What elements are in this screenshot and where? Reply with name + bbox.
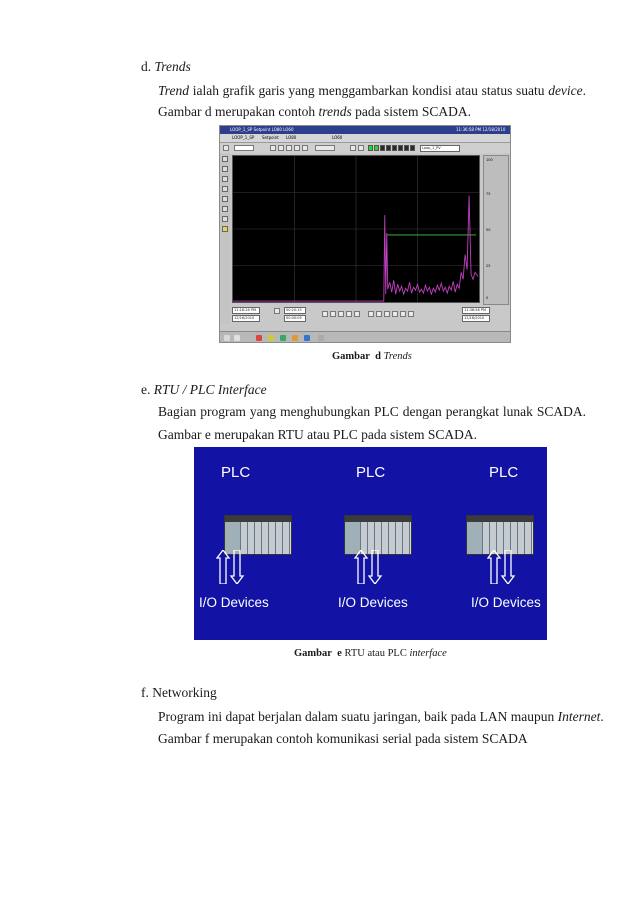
caption-label: Gambar [332, 351, 370, 362]
tool-icon[interactable] [222, 186, 228, 192]
plc-rack-image [344, 515, 412, 555]
tool-icon[interactable] [222, 216, 228, 222]
time-span-field[interactable] [315, 145, 335, 151]
section-e-paragraph-line1: Bagian program yang menghubungkan PLC dengan perangkat lunak SCADA. [158, 404, 586, 419]
term-device: device [548, 83, 583, 98]
section-d-heading [141, 59, 191, 75]
taskbar-icon[interactable] [292, 335, 298, 341]
pen-color-swatch[interactable] [392, 145, 397, 151]
process-value-trace [233, 195, 478, 301]
caption-term: interface [409, 648, 447, 659]
io-devices-label: I/O Devices [471, 595, 541, 610]
rewind-icon[interactable] [278, 145, 284, 151]
section-f-title: Networking [152, 685, 217, 700]
text-gambar-d-intro: Gambar d merupakan contoh [158, 104, 316, 119]
tool-icon[interactable] [222, 156, 228, 162]
span-icon[interactable] [274, 308, 280, 314]
plc-rack-image [224, 515, 292, 555]
text-networking: Program ini dapat berjalan dalam suatu jaringan, baik pada LAN maupun [158, 709, 555, 724]
plc-label: PLC [489, 464, 519, 481]
scale-value: 75 [486, 192, 491, 196]
taskbar-icon[interactable] [304, 335, 310, 341]
rewind-fast-icon[interactable] [270, 145, 276, 151]
lightbulb-icon[interactable] [222, 226, 228, 232]
pen-color-swatch[interactable] [398, 145, 403, 151]
pen-color-swatch[interactable] [368, 145, 373, 151]
section-f-paragraph-line1 [158, 709, 604, 725]
figure-e-caption [294, 648, 447, 659]
stop-icon[interactable] [286, 145, 292, 151]
section-e-paragraph-line2: Gambar e merupakan RTU atau PLC pada sistem SCADA. [158, 427, 477, 442]
section-f-paragraph-line2: Gambar f merupakan contoh komunikasi serial pada sistem SCADA [158, 731, 528, 746]
io-devices-label: I/O Devices [338, 595, 408, 610]
trend-sidebar [220, 154, 230, 324]
trend-menu-item[interactable]: LOOP_1_SP [232, 135, 255, 140]
end-date-field[interactable]: 12/18/2010 [462, 315, 490, 322]
term-internet: Internet [557, 709, 601, 724]
forward-icon[interactable] [294, 145, 300, 151]
taskbar-icon[interactable] [318, 335, 324, 341]
taskbar-icon[interactable] [234, 335, 240, 341]
pause-icon[interactable] [338, 311, 344, 317]
pen-color-swatch[interactable] [380, 145, 385, 151]
taskbar-icon[interactable] [256, 335, 262, 341]
section-e-heading [141, 382, 267, 398]
section-f-heading [141, 685, 217, 701]
trend-plot-area [232, 155, 480, 303]
caption-letter: d [375, 351, 382, 362]
trend-menu-item[interactable]: LO80 [286, 135, 297, 140]
pen-color-swatch[interactable] [386, 145, 391, 151]
period: . [582, 83, 587, 98]
text-gambar-d-end: pada sistem SCADA. [355, 104, 471, 119]
taskbar-icon[interactable] [268, 335, 274, 341]
forward-fast-icon[interactable] [302, 145, 308, 151]
section-d-letter: d. [141, 59, 152, 74]
print-icon[interactable] [223, 145, 229, 151]
plc-figure [194, 447, 547, 640]
step-back-fast-icon[interactable] [322, 311, 328, 317]
io-devices-label: I/O Devices [199, 595, 269, 610]
period: . [600, 709, 604, 724]
taskbar-icon[interactable] [280, 335, 286, 341]
trend-taskbar [220, 331, 510, 343]
term-trends: trends [318, 104, 352, 119]
tool-icon[interactable] [222, 206, 228, 212]
step-back-icon[interactable] [330, 311, 336, 317]
tool-icon[interactable] [222, 176, 228, 182]
pen-color-swatch[interactable] [374, 145, 379, 151]
magnify-icon[interactable] [350, 145, 356, 151]
scale-value: 0 [486, 296, 489, 300]
start-time-field[interactable]: 11:18:26 PM [232, 307, 260, 314]
section-d-paragraph-line2 [158, 104, 471, 120]
caption-text: RTU atau PLC [344, 648, 407, 659]
figure-d-caption [332, 351, 412, 362]
trend-clock: 11:36:58 PM 12/18/2010 [456, 127, 506, 132]
pen-color-swatch[interactable] [410, 145, 415, 151]
trend-toolbar [220, 143, 510, 153]
bidirectional-arrow-icon [216, 550, 246, 584]
plc-rack-image [466, 515, 534, 555]
section-e-title: RTU / PLC Interface [153, 382, 267, 397]
scale-value: 50 [486, 228, 491, 232]
trend-titlebar [220, 126, 510, 134]
step-forward-icon[interactable] [346, 311, 352, 317]
bidirectional-arrow-icon [487, 550, 517, 584]
trend-time-controls [230, 306, 510, 322]
caption-title: Trends [383, 351, 412, 362]
start-date-field[interactable]: 12/18/2010 [232, 315, 260, 322]
span-field-bottom[interactable]: 00:00:05 [284, 315, 306, 322]
scale-value: 100 [486, 158, 493, 162]
trend-menu-item[interactable]: Setpoint [262, 135, 279, 140]
scale-value: 25 [486, 264, 491, 268]
section-f-letter: f. [141, 685, 149, 700]
plc-label: PLC [221, 464, 251, 481]
trend-menubar [220, 134, 510, 143]
zoom-out-icon[interactable] [376, 311, 382, 317]
pen-color-swatch[interactable] [404, 145, 409, 151]
tool-icon[interactable] [222, 166, 228, 172]
pen-selector[interactable] [234, 145, 254, 151]
caption-label: Gambar [294, 648, 332, 659]
trends-screenshot [219, 125, 511, 343]
caption-letter: e [337, 648, 342, 659]
section-e-letter: e. [141, 382, 151, 397]
end-time-field[interactable]: 11:36:58 PM [462, 307, 490, 314]
text-trend-definition: ialah grafik garis yang menggambarkan kondisi atau status suatu [192, 83, 545, 98]
step-forward-fast-icon[interactable] [354, 311, 360, 317]
plc-label: PLC [356, 464, 386, 481]
zoom-reset-icon[interactable] [384, 311, 390, 317]
taskbar-icon[interactable] [224, 335, 230, 341]
tag-field[interactable]: Loop_1_PV [420, 145, 460, 152]
term-trend: Trend [158, 83, 190, 98]
plot-gridlines [233, 156, 479, 302]
cursor-icon[interactable] [392, 311, 398, 317]
span-field-top[interactable]: 00:20:15 [284, 307, 306, 314]
trend-value-panel [483, 155, 509, 305]
trend-window-title: LOOP_1_SP Setpoint LO80 LO60 [230, 127, 294, 132]
export-icon[interactable] [408, 311, 414, 317]
section-d-paragraph-line1 [158, 83, 586, 99]
tool-icon[interactable] [222, 196, 228, 202]
bidirectional-arrow-icon [354, 550, 384, 584]
copy-icon[interactable] [400, 311, 406, 317]
zoom-in-icon[interactable] [368, 311, 374, 317]
pan-icon[interactable] [358, 145, 364, 151]
trend-menu-item[interactable]: LO60 [332, 135, 343, 140]
section-d-title: Trends [154, 59, 191, 74]
